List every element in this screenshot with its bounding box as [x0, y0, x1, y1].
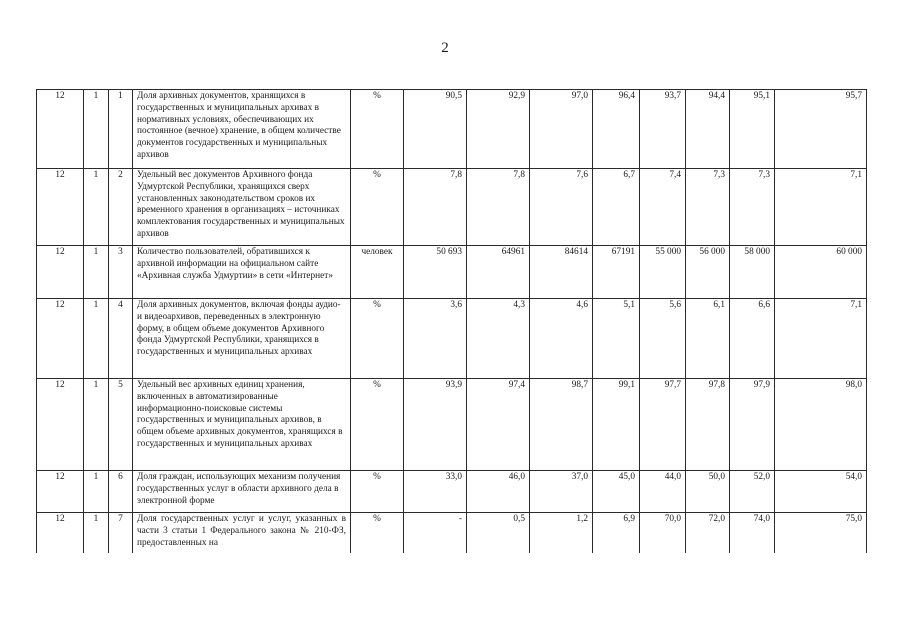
value-cell: 7,8 [467, 169, 530, 246]
value-cell: 50,0 [686, 471, 730, 513]
subprogram-code-cell: 1 [84, 90, 109, 169]
value-cell: 75,0 [775, 513, 867, 553]
value-cell: 4,3 [467, 299, 530, 379]
value-cell: 1,2 [530, 513, 593, 553]
subprogram-code-cell: 1 [84, 246, 109, 299]
program-code-cell: 12 [37, 169, 84, 246]
indicator-name-cell [133, 513, 351, 553]
indicator-number-cell: 7 [109, 513, 133, 553]
value-cell: 95,7 [775, 90, 867, 169]
value-cell: 6,6 [730, 299, 775, 379]
value-cell: 54,0 [775, 471, 867, 513]
indicator-name-cell [133, 90, 351, 169]
value-cell: 74,0 [730, 513, 775, 553]
indicator-name-cell [133, 246, 351, 299]
subprogram-code-cell: 1 [84, 299, 109, 379]
subprogram-code-cell: 1 [84, 513, 109, 553]
value-cell: 50 693 [404, 246, 467, 299]
unit-cell: % [351, 90, 404, 169]
value-cell: 96,4 [593, 90, 640, 169]
value-cell: 7,6 [530, 169, 593, 246]
table-body [37, 90, 867, 553]
value-cell: 97,0 [530, 90, 593, 169]
subprogram-code-cell: 1 [84, 379, 109, 471]
program-code-cell: 12 [37, 90, 84, 169]
value-cell: 56 000 [686, 246, 730, 299]
subprogram-code-cell: 1 [84, 471, 109, 513]
program-code-cell: 12 [37, 379, 84, 471]
indicator-name-text: Удельный вес документов Архивного фонда Удмуртской Республики, хранящихся сверх установленных законодательством сроков их временного хранения в организациях – источниках комплектования государственных и муниципальных архивов [137, 170, 345, 239]
value-cell: 93,7 [640, 90, 686, 169]
indicator-number-cell: 1 [109, 90, 133, 169]
subprogram-code-cell: 1 [84, 169, 109, 246]
indicator-name-text: Доля государственных услуг и услуг, указанных в части 3 статьи 1 Федерального закона № 210-ФЗ, предоставленных на [137, 514, 346, 548]
value-cell: 95,1 [730, 90, 775, 169]
value-cell: 3,6 [404, 299, 467, 379]
value-cell: 6,1 [686, 299, 730, 379]
value-cell: 97,9 [730, 379, 775, 471]
table-row [37, 379, 867, 471]
value-cell: 0,5 [467, 513, 530, 553]
value-cell: 46,0 [467, 471, 530, 513]
unit-cell: % [351, 379, 404, 471]
value-cell: - [404, 513, 467, 553]
value-cell: 5,1 [593, 299, 640, 379]
page-number: 2 [441, 40, 449, 56]
value-cell: 4,6 [530, 299, 593, 379]
indicator-number-cell: 2 [109, 169, 133, 246]
indicator-number-cell: 5 [109, 379, 133, 471]
table-row [37, 246, 867, 299]
indicator-name-cell [133, 471, 351, 513]
value-cell: 33,0 [404, 471, 467, 513]
value-cell: 6,9 [593, 513, 640, 553]
value-cell: 90,5 [404, 90, 467, 169]
value-cell: 93,9 [404, 379, 467, 471]
table-row [37, 169, 867, 246]
value-cell: 99,1 [593, 379, 640, 471]
value-cell: 92,9 [467, 90, 530, 169]
program-code-cell: 12 [37, 513, 84, 553]
table-row [37, 513, 867, 553]
unit-cell: % [351, 169, 404, 246]
value-cell: 52,0 [730, 471, 775, 513]
indicator-name-cell [133, 379, 351, 471]
indicator-name-text: Доля архивных документов, включая фонды аудио- и видеоархивов, переведенных в электронную форму, в общем объеме документов Архивного фонда Удмуртской Республики, хранящихся в государственных и муниципальных архивах [137, 300, 341, 358]
table-row [37, 299, 867, 379]
unit-cell: % [351, 471, 404, 513]
value-cell: 6,7 [593, 169, 640, 246]
table-row [37, 90, 867, 169]
program-code-cell: 12 [37, 246, 84, 299]
indicator-name-cell [133, 169, 351, 246]
value-cell: 60 000 [775, 246, 867, 299]
value-cell: 84614 [530, 246, 593, 299]
value-cell: 7,1 [775, 299, 867, 379]
value-cell: 7,8 [404, 169, 467, 246]
indicator-number-cell: 6 [109, 471, 133, 513]
value-cell: 97,8 [686, 379, 730, 471]
indicator-name-text: Количество пользователей, обратившихся к архивной информации на официальном сайте «Архивная служба Удмуртии» в сети «Интернет» [137, 247, 333, 281]
value-cell: 44,0 [640, 471, 686, 513]
program-code-cell: 12 [37, 471, 84, 513]
value-cell: 37,0 [530, 471, 593, 513]
value-cell: 98,0 [775, 379, 867, 471]
value-cell: 94,4 [686, 90, 730, 169]
unit-cell: человек [351, 246, 404, 299]
value-cell: 64961 [467, 246, 530, 299]
value-cell: 97,7 [640, 379, 686, 471]
value-cell: 5,6 [640, 299, 686, 379]
indicator-number-cell: 3 [109, 246, 133, 299]
unit-cell: % [351, 299, 404, 379]
indicator-number-cell: 4 [109, 299, 133, 379]
indicator-name-cell [133, 299, 351, 379]
value-cell: 7,3 [686, 169, 730, 246]
value-cell: 58 000 [730, 246, 775, 299]
value-cell: 7,3 [730, 169, 775, 246]
value-cell: 55 000 [640, 246, 686, 299]
indicator-name-text: Доля архивных документов, хранящихся в государственных и муниципальных архивах в нормативных условиях, обеспечивающих их постоянное (вечное) хранение, в общем количестве документов государственных и муниципальных архивов [137, 91, 341, 160]
value-cell: 97,4 [467, 379, 530, 471]
indicator-name-text: Удельный вес архивных единиц хранения, включенных в автоматизированные информационно-поисковые системы государственных и муниципальных архивов, в общем объеме архивных документов, хранящихся в государственных и муниципальных архивах [137, 380, 343, 449]
value-cell: 45,0 [593, 471, 640, 513]
value-cell: 72,0 [686, 513, 730, 553]
value-cell: 7,1 [775, 169, 867, 246]
value-cell: 70,0 [640, 513, 686, 553]
value-cell: 98,7 [530, 379, 593, 471]
value-cell: 67191 [593, 246, 640, 299]
program-code-cell: 12 [37, 299, 84, 379]
table-row [37, 471, 867, 513]
indicators-table [36, 89, 867, 553]
unit-cell: % [351, 513, 404, 553]
indicator-name-text: Доля граждан, использующих механизм получения государственных услуг в области архивного дела в электронной форме [137, 472, 341, 506]
value-cell: 7,4 [640, 169, 686, 246]
